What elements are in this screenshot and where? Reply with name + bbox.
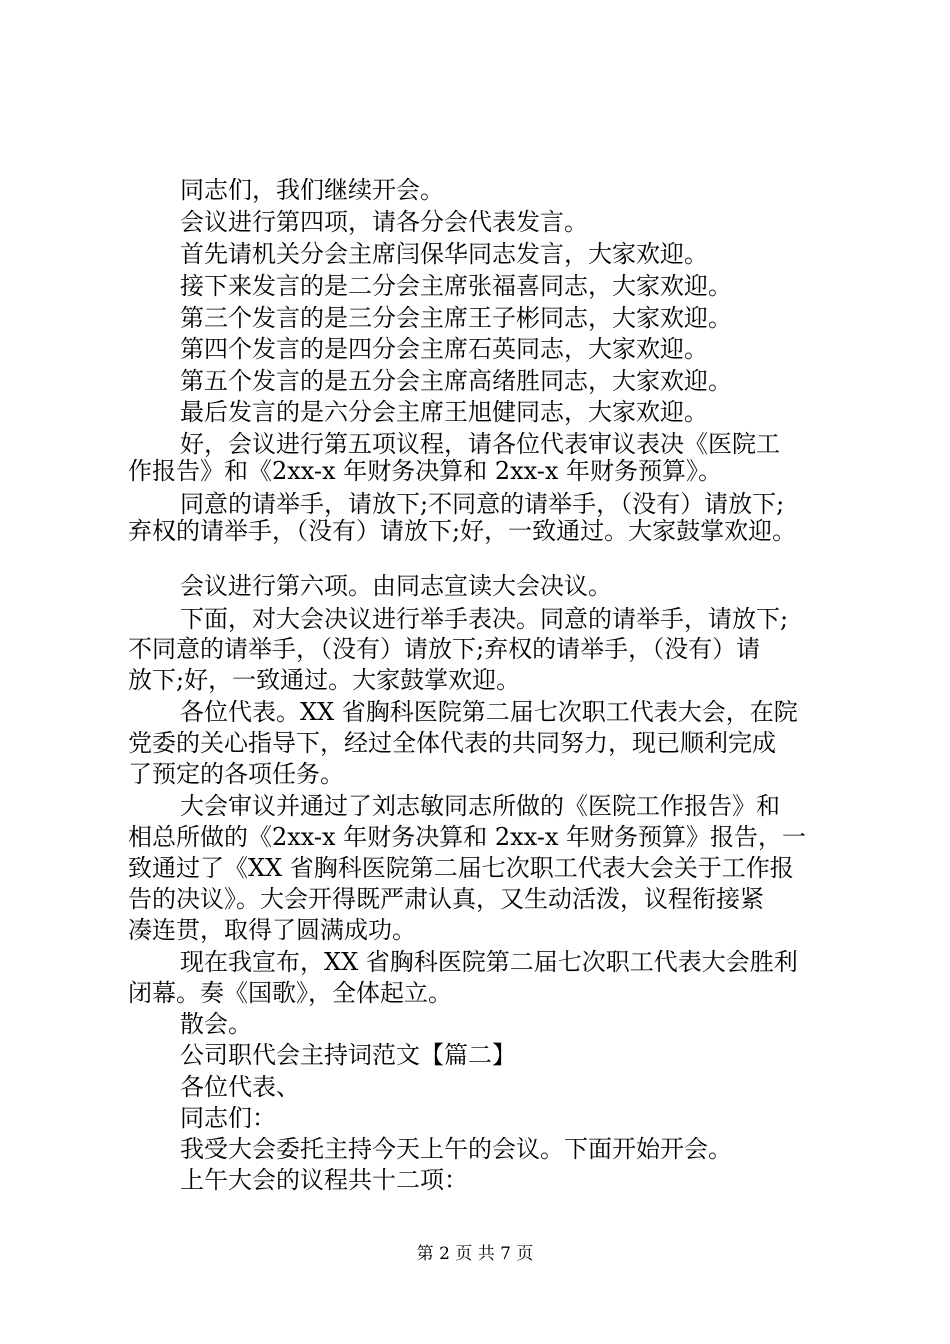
page-footer: 第 2 页 共 7 页 (416, 1244, 534, 1264)
text-line: 首先请机关分会主席闫保华同志发言，大家欢迎。 (180, 240, 708, 268)
text-line: 致通过了《XX 省胸科医院第二届七次职工代表大会关于工作报 (128, 854, 794, 882)
text-line: 第三个发言的是三分会主席王子彬同志，大家欢迎。 (180, 304, 732, 332)
text-line: 同志们： (180, 1104, 276, 1132)
text-line: 接下来发言的是二分会主席张福喜同志，大家欢迎。 (180, 272, 732, 300)
text-line: 最后发言的是六分会主席王旭健同志，大家欢迎。 (180, 398, 708, 426)
text-line: 党委的关心指导下，经过全体代表的共同努力，现已顺利完成 (128, 729, 776, 757)
text-line: 不同意的请举手，（没有）请放下;弃权的请举手，（没有）请 (128, 635, 761, 663)
text-line: 上午大会的议程共十二项： (180, 1166, 468, 1194)
text-line: 第五个发言的是五分会主席高绪胜同志，大家欢迎。 (180, 367, 732, 395)
text-line: 相总所做的《2xx-x 年财务决算和 2xx-x 年财务预算》报告，一 (128, 823, 807, 851)
text-line: 凑连贯，取得了圆满成功。 (128, 916, 416, 944)
text-line: 各位代表。XX 省胸科医院第二届七次职工代表大会，在院 (180, 698, 798, 726)
text-line: 同志们，我们继续开会。 (180, 176, 444, 204)
text-line: 好，会议进行第五项议程，请各位代表审议表决《医院工 (180, 430, 780, 458)
text-line: 大会审议并通过了刘志敏同志所做的《医院工作报告》和 (180, 792, 780, 820)
text-line: 第四个发言的是四分会主席石英同志，大家欢迎。 (180, 335, 708, 363)
text-line: 了预定的各项任务。 (128, 760, 344, 788)
text-line: 各位代表、 (180, 1073, 300, 1101)
text-line: 放下;好，一致通过。大家鼓掌欢迎。 (128, 666, 521, 694)
text-line: 公司职代会主持词范文【篇二】 (180, 1041, 516, 1069)
text-line: 弃权的请举手，（没有）请放下;好，一致通过。大家鼓掌欢迎。 (128, 517, 797, 545)
text-line: 下面，对大会决议进行举手表决。同意的请举手，请放下; (180, 605, 789, 633)
text-line: 现在我宣布，XX 省胸科医院第二届七次职工代表大会胜利 (180, 948, 798, 976)
text-line: 作报告》和《2xx-x 年财务决算和 2xx-x 年财务预算》。 (128, 457, 723, 485)
text-line: 会议进行第六项。由同志宣读大会决议。 (180, 572, 612, 600)
text-line: 散会。 (180, 1010, 252, 1038)
text-line: 我受大会委托主持今天上午的会议。下面开始开会。 (180, 1135, 732, 1163)
text-line: 告的决议》。大会开得既严肃认真，又生动活泼，议程衔接紧 (128, 885, 764, 913)
text-line: 会议进行第四项，请各分会代表发言。 (180, 208, 588, 236)
text-line: 同意的请举手，请放下;不同意的请举手，（没有）请放下; (180, 490, 785, 518)
text-line: 闭幕。奏《国歌》，全体起立。 (128, 979, 452, 1007)
